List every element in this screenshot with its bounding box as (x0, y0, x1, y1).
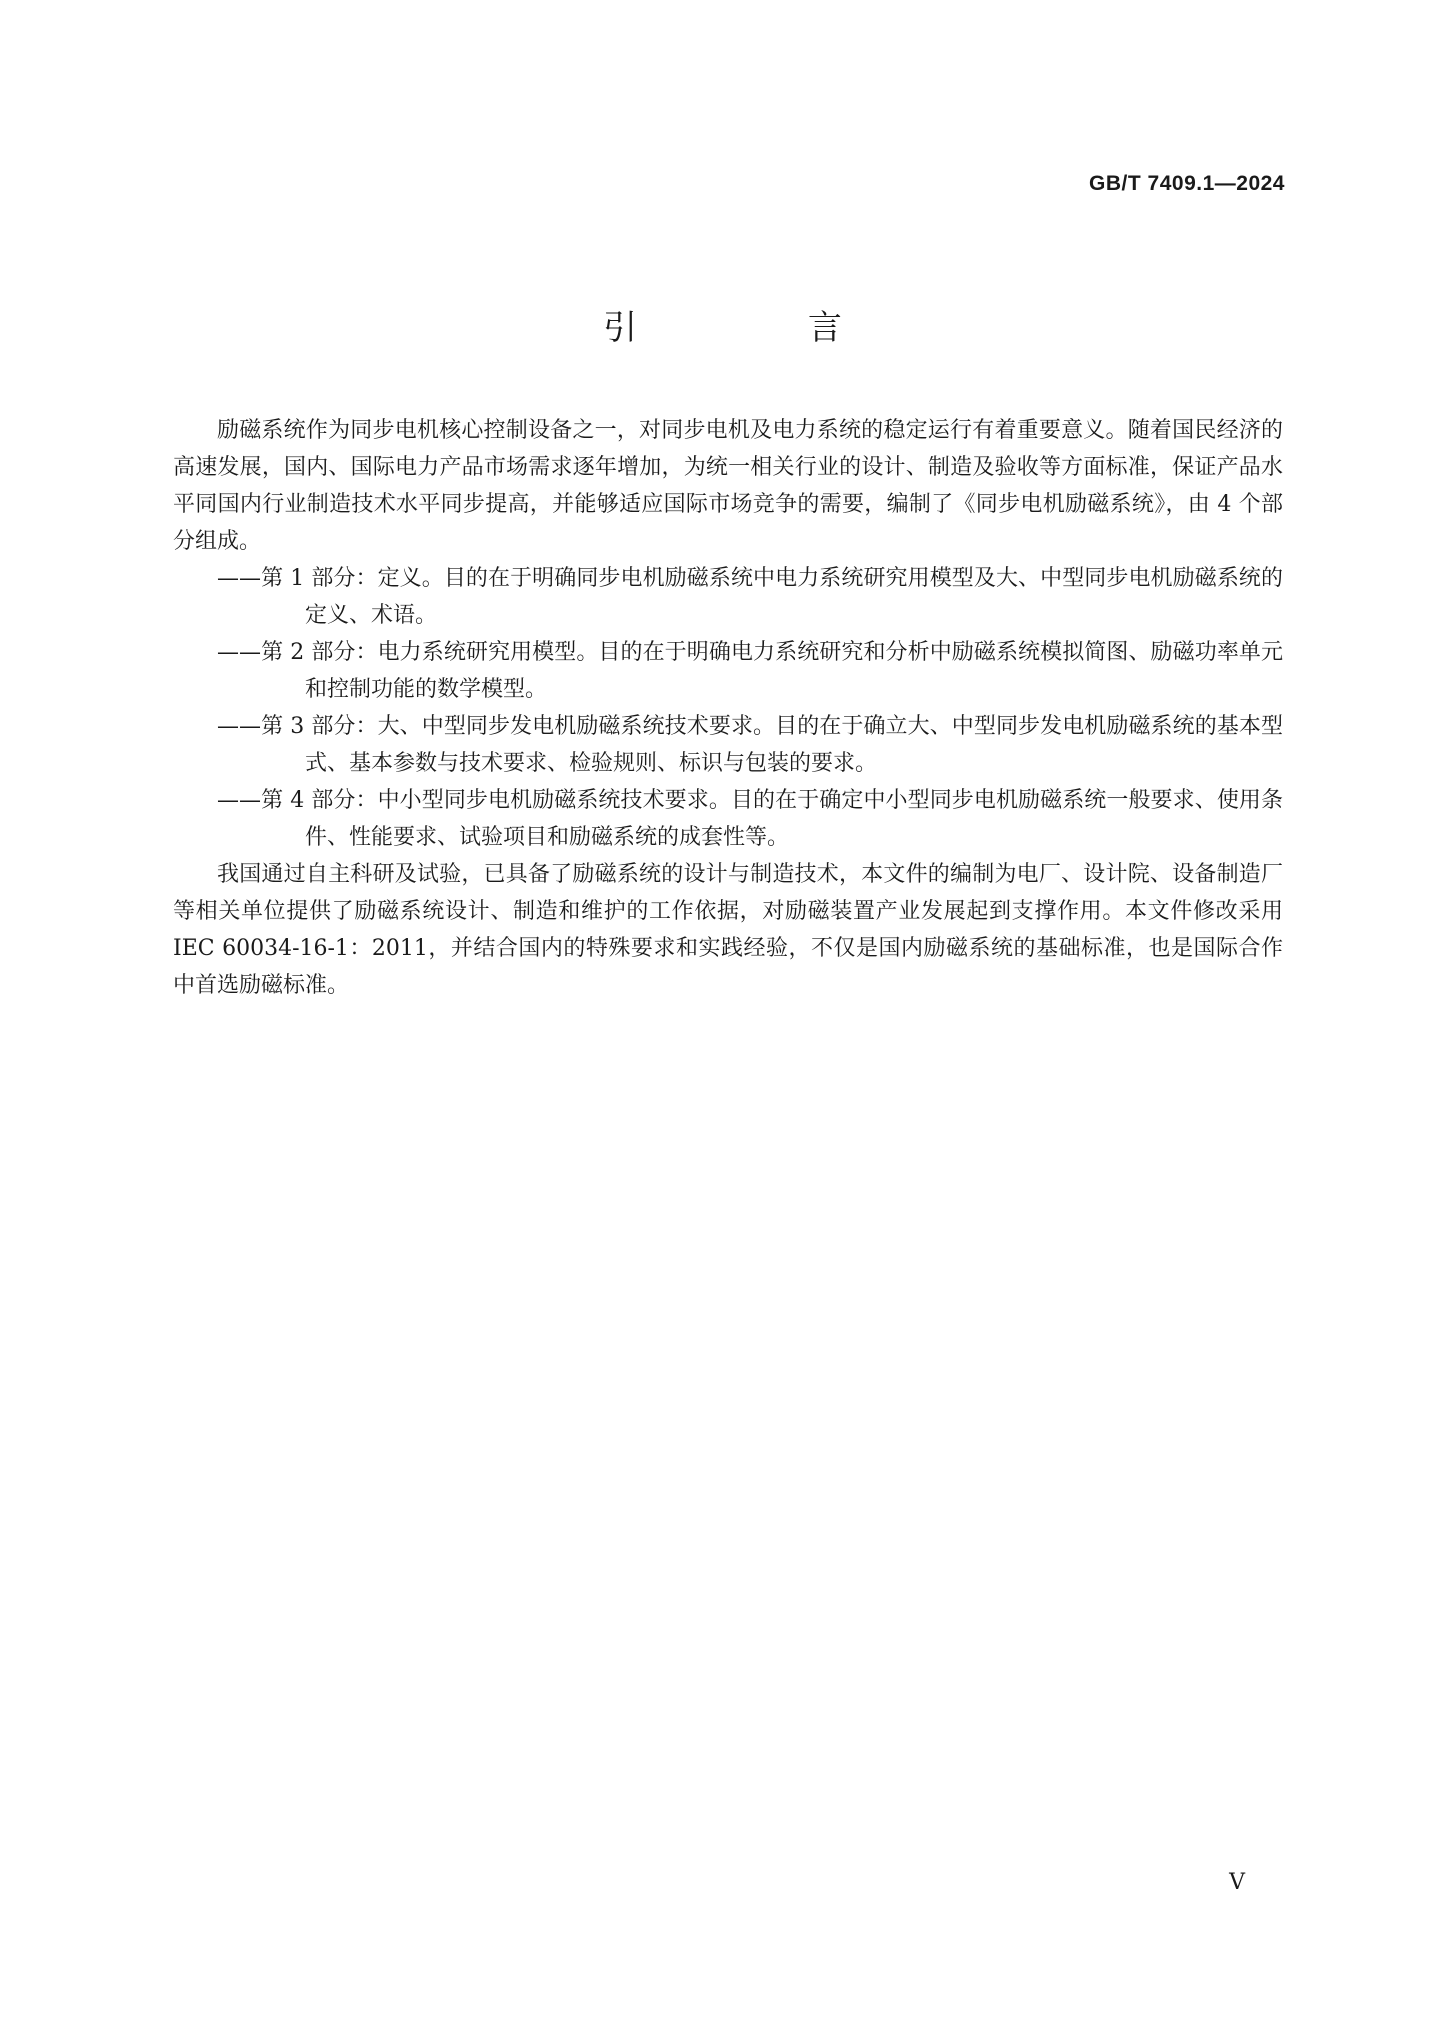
part-item-text: ——第 1 部分：定义。目的在于明确同步电机励磁系统中电力系统研究用模型及大、中型同步电机励磁系统的定义、术语。 (217, 566, 1283, 628)
document-body (173, 412, 1283, 1004)
part-item-4 (173, 782, 1283, 856)
intro-paragraph: 励磁系统作为同步电机核心控制设备之一，对同步电机及电力系统的稳定运行有着重要意义。随着国民经济的高速发展，国内、国际电力产品市场需求逐年增加，为统一相关行业的设计、制造及验收等方面标准，保证产品水平同国内行业制造技术水平同步提高，并能够适应国际市场竞争的需要，编制了《同步电机励磁系统》，由 4 个部分组成。 (173, 418, 1283, 554)
part-item-1 (173, 560, 1283, 634)
part-item-text: ——第 4 部分：中小型同步电机励磁系统技术要求。目的在于确定中小型同步电机励磁系统一般要求、使用条件、性能要求、试验项目和励磁系统的成套性等。 (217, 788, 1283, 850)
page-number: V (1229, 1870, 1245, 1895)
part-item-3 (173, 708, 1283, 782)
closing-paragraph: 我国通过自主科研及试验，已具备了励磁系统的设计与制造技术，本文件的编制为电厂、设计院、设备制造厂等相关单位提供了励磁系统设计、制造和维护的工作依据，对励磁装置产业发展起到支撑作用。本文件修改采用 IEC 60034-16-1：2011，并结合国内的特殊要求和实践经验，不仅是国内励磁系统的基础标准，也是国际合作中首选励磁标准。 (173, 862, 1283, 998)
part-item-text: ——第 3 部分：大、中型同步发电机励磁系统技术要求。目的在于确立大、中型同步发电机励磁系统的基本型式、基本参数与技术要求、检验规则、标识与包装的要求。 (217, 714, 1283, 776)
part-item-2 (173, 634, 1283, 708)
page-title: 引 言 (603, 308, 922, 348)
part-item-text: ——第 2 部分：电力系统研究用模型。目的在于明确电力系统研究和分析中励磁系统模拟简图、励磁功率单元和控制功能的数学模型。 (217, 640, 1283, 702)
standard-code: GB/T 7409.1—2024 (1089, 172, 1285, 195)
